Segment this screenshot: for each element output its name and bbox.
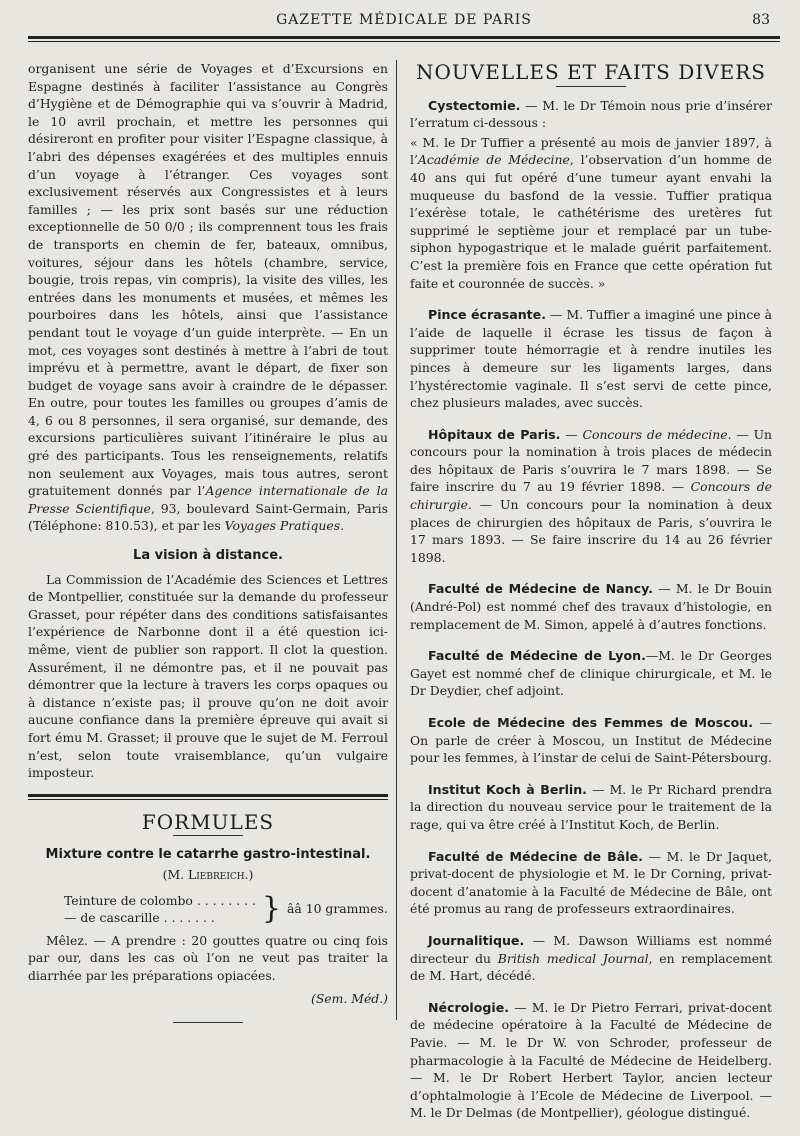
- news-entry: Journalitique. — M. Dawson Williams est nommé directeur du British medical Journal, en remplacement de M. Hart, décédé.: [410, 932, 773, 984]
- news-entry: Nécrologie. — M. le Dr Pietro Ferrari, privat-docent de médecine opératoire à la Faculté de Médecine de Pavie. — M. le Dr W. von Schroder, professeur de pharmacologie à la Faculté de Médecine de Heidelberg. — M. le Dr Robert Herbert Taylor, ancien lecteur d’ophtalmologie à l’Ecole de Médecine de Liverpool. — M. le Dr Delmas (de Montpellier), géologue distingué.: [410, 999, 772, 1121]
- formules-title: FORMULES: [141, 809, 275, 834]
- entry-title: Cystectomie.: [428, 97, 521, 113]
- page-number: 83: [752, 12, 770, 28]
- section-rule: [28, 794, 388, 800]
- end-rule: [173, 1022, 243, 1023]
- vision-heading: La vision à distance.: [133, 548, 283, 564]
- formula-instructions: Mêlez. — A prendre : 20 gouttes quatre ou cinq fois par our, dans les cas où l’on ne veut pas traiter la diarrhée par les préparations opiacées.: [28, 932, 388, 983]
- voyages-paragraph: organisent une série de Voyages et d’Excursions en Espagne destinés à faciliter l’assistance au Congrès d’Hygiène et de Démographie qui va s’ouvrir à Madrid, le 10 avril prochain, et mettre les personnes qui désireront en profiter pour visiter l’Espagne classique, à l’abri des dépenses exagérées et des multiples ennuis d’un voyage à l’étranger. Ces voyages sont exclusivement réservés aux Congressistes et à leurs familles ; — les prix sont basés sur une réduction exceptionnelle de 50 0/0 ; ils comprennent tous les frais de transports en chemin de fer, bateaux, omnibus, voitures, séjour dans les hôtels (chambre, service, bougie, trois repas, vin compris), la visite des villes, les entrées dans les monuments et musées, et mêmes les pourboires dans les hôtels, ainsi que l’assistance pendant tout le voyage d’un guide interprète. — En un mot, ces voyages sont destinés à mettre à l’abri de tout imprévu et à permettre, avant le départ, de fixer son budget de voyage sans avoir à craindre de le dépasser. En outre, pour toutes les familles ou groupes d’amis de 4, 6 ou 8 personnes, il sera organisé, sur demande, des excursions particulières suivant l’itinéraire le plus au gré des participants. Tous les renseignements, relatifs non seulement aux Voyages, mais tous autres, seront gratuitement donnés par l’Agence internationale de la Presse Scientifique, 93, boulevard Saint-Germain, Paris (Téléphone: 810.53), et par les Voyages Pratiques.: [28, 61, 388, 534]
- vision-paragraph: La Commission de l’Académie des Sciences et Lettres de Montpellier, constituée sur la demande du professeur Grasset, pour répéter dans des conditions satisfaisantes l’expérience de Narbonne dont il a été question ici-même, vient de publier son rapport. Il clot la question. Assurément, il ne démontre pas, et il ne pouvait pas démontrer que la lecture à travers les corps opaques ou à distance n’existe pas; il prouve qu’on ne doit avoir aucune confiance dans la première épreuve qui avait si fort ému M. Grasset; il prouve que le sujet de M. Ferroul n’est, selon toute vraisemblance, qu’un vulgaire imposteur.: [28, 571, 388, 781]
- news-entry: Cystectomie. — M. le Dr Témoin nous prie d’insérer l’erratum ci-dessous : « M. le Dr Tuffier a présenté au mois de janvier 1897, à l’Académie de Médecine, l’observation d’un homme de 40 ans qui fut opéré d’une tumeur ayant envahi la muqueuse du basfond de la vessie. Tuffier pratiqua l’exérèse totale, le cathétérisme des uretères fut supprimé le septième jour et remplacé par un tube-siphon hypogastrique et le malade guérit parfaitement. C’est la première fois en France que cette opération fut faite et couronnée de succès. »: [410, 97, 772, 291]
- title-rule: [173, 835, 243, 836]
- page-header: [28, 8, 780, 34]
- news-entry: Ecole de Médecine des Femmes de Moscou. — On parle de créer à Moscou, un Institut de Médecine pour les femmes, à l’instar de celui de Saint-Pétersbourg.: [410, 715, 772, 766]
- entry-title: Ecole de Médecine des Femmes de Moscou.: [428, 715, 754, 730]
- entry-title: Faculté de Médecine de Bâle.: [428, 848, 643, 864]
- entry-title: Faculté de Médecine de Lyon.: [428, 648, 646, 664]
- entry-title: Journalitique.: [428, 932, 525, 948]
- column-divider: [396, 60, 397, 1020]
- news-entry: Hôpitaux de Paris. — Concours de médecine. — Un concours pour la nomination à trois places de médecin des hôpitaux de Paris s’ouvrira le 7 mars 1898. — Se faire inscrire du 7 au 19 février 1898. — Concours de chirurgie. — Un concours pour la nomination à deux places de chirurgien des hôpitaux de Paris, s’ouvrira le 17 mars 1893. — Se faire inscrire du 14 au 26 février 1898.: [410, 426, 772, 565]
- ingredient-line: Teinture de colombo . . . . . . . .: [64, 892, 256, 908]
- entry-title: Faculté de Médecine de Nancy.: [428, 581, 653, 597]
- news-entry: Faculté de Médecine de Bâle. — M. le Dr Jaquet, privat-docent de physiologie et M. le Dr Corning, privat-docent d’anatomie à la Faculté de Médecine de Bâle, ont été promus au rang de professeurs extraordinaires.: [410, 848, 772, 917]
- right-column: [410, 60, 772, 1136]
- entry-title: Pince écrasante.: [428, 307, 547, 323]
- ingredient-line: — de cascarille . . . . . . .: [64, 909, 215, 925]
- news-entry: Pince écrasante. — M. Tuffier a imaginé une pince à l’aide de laquelle il écrase les tissus de façon à supprimer toute hémorragie et à rendre inutiles les pinces à demeure sur les ligaments larges, dans l’hystérectomie vaginale. Il s’est servi de cette pince, chez plusieurs malades, avec succès.: [410, 307, 772, 411]
- formula-author: (M. Liebreich.): [162, 866, 254, 882]
- formula-ingredients: [64, 892, 388, 926]
- ingredient-dose: ââ 10 grammes.: [287, 900, 388, 916]
- entry-title: Institut Koch à Berlin.: [428, 781, 587, 797]
- entry-title: Nécrologie.: [428, 999, 510, 1015]
- news-entry: Faculté de Médecine de Nancy. — M. le Dr Bouin (André-Pol) est nommé chef des travaux d’histologie, en remplacement de M. Simon, appelé à d’autres fonctions.: [410, 581, 772, 632]
- header-rule: [28, 36, 780, 42]
- brace-glyph: }: [261, 890, 282, 926]
- title-rule: [556, 86, 626, 87]
- entry-title: Hôpitaux de Paris.: [428, 426, 561, 442]
- nouvelles-title: NOUVELLES ET FAITS DIVERS: [416, 60, 766, 84]
- formula-title: Mixture contre le catarrhe gastro-intestinal.: [45, 847, 371, 863]
- news-entry: Faculté de Médecine de Lyon.—M. le Dr Georges Gayet est nommé chef de clinique chirurgicale, et M. le Dr Deydier, chef adjoint.: [410, 648, 772, 699]
- news-entry: Institut Koch à Berlin. — M. le Pr Richard prendra la direction du nouveau service pour le traitement de la rage, qui va être créé à l’Institut Koch, de Berlin.: [410, 781, 772, 832]
- running-title: GAZETTE MÉDICALE DE PARIS: [276, 12, 532, 28]
- left-column: [28, 60, 388, 1033]
- formula-source: (Sem. Méd.): [310, 991, 388, 1007]
